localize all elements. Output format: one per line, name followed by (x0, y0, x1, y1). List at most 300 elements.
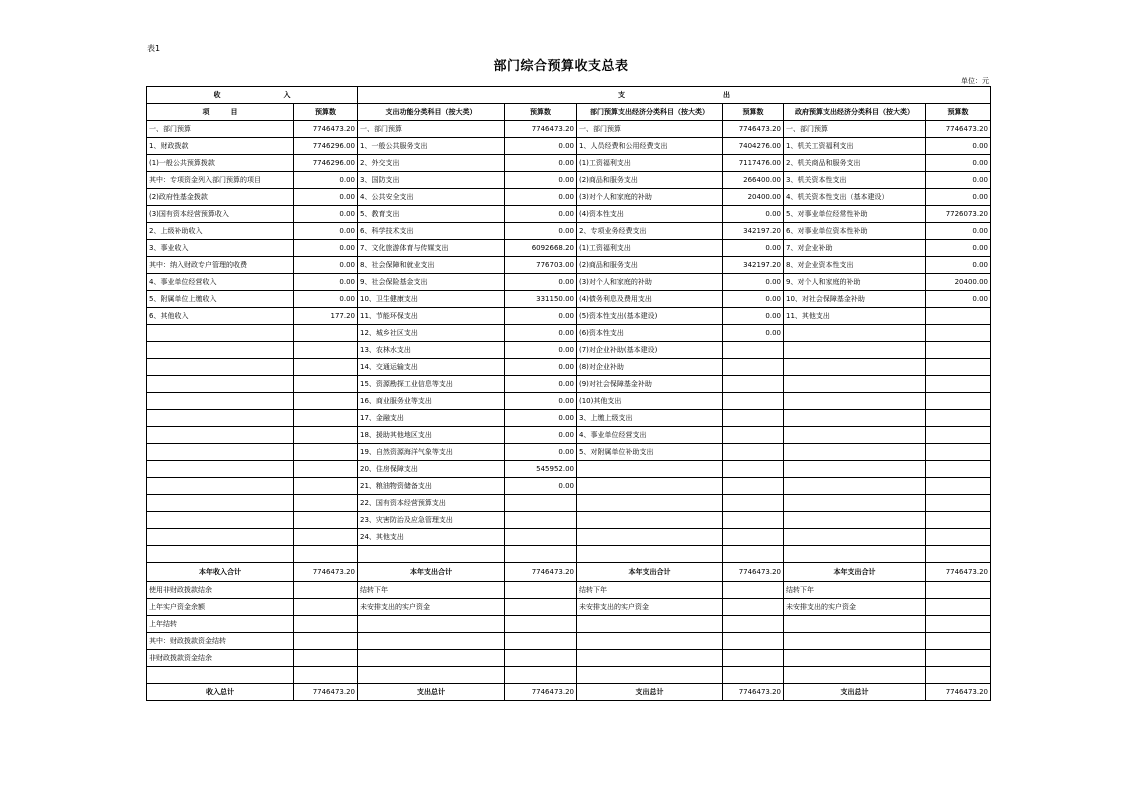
item-cell: 22、国有资本经营预算支出 (358, 495, 505, 512)
table-row (147, 633, 991, 650)
budget-cell (294, 599, 358, 616)
item-cell: 非财政拨款资金结余 (147, 650, 294, 667)
budget-cell (723, 546, 784, 563)
annual-income-total-label: 本年收入合计 (147, 563, 294, 582)
item-cell: 19、自然资源海洋气象等支出 (358, 444, 505, 461)
budget-cell (294, 529, 358, 546)
budget-cell (294, 512, 358, 529)
budget-cell (723, 582, 784, 599)
item-cell: 23、灾害防治及应急管理支出 (358, 512, 505, 529)
table-row (147, 325, 991, 342)
annual-income-total-value: 7746473.20 (294, 563, 358, 582)
budget-cell: 776703.00 (505, 257, 577, 274)
budget-cell (723, 376, 784, 393)
table-row (147, 308, 991, 325)
expense-group-header: 支 出 (358, 87, 991, 104)
budget-cell: 0.00 (723, 206, 784, 223)
budget-cell (926, 410, 991, 427)
budget-cell (926, 308, 991, 325)
item-cell: 其中：财政拨款资金结转 (147, 633, 294, 650)
budget-cell: 0.00 (505, 308, 577, 325)
item-cell (358, 546, 505, 563)
table-rows (147, 121, 991, 563)
item-cell: 4、事业单位经营支出 (577, 427, 723, 444)
budget-cell (294, 495, 358, 512)
grand-dept-total-value: 7746473.20 (723, 684, 784, 701)
budget-cell (723, 478, 784, 495)
budget-cell (294, 342, 358, 359)
header-row-group (147, 87, 991, 104)
item-cell: 13、农林水支出 (358, 342, 505, 359)
budget-cell (723, 461, 784, 478)
budget-cell: 6092668.20 (505, 240, 577, 257)
budget-cell: 0.00 (505, 223, 577, 240)
item-cell (147, 529, 294, 546)
budget-cell (723, 495, 784, 512)
item-cell (784, 376, 926, 393)
item-cell (147, 495, 294, 512)
item-cell (147, 342, 294, 359)
budget-cell: 0.00 (505, 325, 577, 342)
item-cell: (1)工资福利支出 (577, 240, 723, 257)
item-cell: 上年结转 (147, 616, 294, 633)
item-cell: 5、附属单位上缴收入 (147, 291, 294, 308)
budget-cell (294, 376, 358, 393)
item-cell: 2、外交支出 (358, 155, 505, 172)
table-row (147, 529, 991, 546)
item-cell: 一、部门预算 (577, 121, 723, 138)
item-cell (147, 410, 294, 427)
item-cell: 21、粮油物资储备支出 (358, 478, 505, 495)
item-cell: 7、文化旅游体育与传媒支出 (358, 240, 505, 257)
item-cell: 1、机关工资福利支出 (784, 138, 926, 155)
budget-cell: 20400.00 (926, 274, 991, 291)
item-cell (577, 616, 723, 633)
table-row (147, 495, 991, 512)
item-cell: (7)对企业补助(基本建设) (577, 342, 723, 359)
item-cell (784, 359, 926, 376)
item-cell: 2、专项业务经费支出 (577, 223, 723, 240)
grand-income-total-label: 收入总计 (147, 684, 294, 701)
item-cell: (2)政府性基金拨款 (147, 189, 294, 206)
budget-cell (294, 667, 358, 684)
header-row-columns (147, 104, 991, 121)
item-cell (577, 495, 723, 512)
budget-cell: 0.00 (294, 240, 358, 257)
budget-cell: 0.00 (723, 291, 784, 308)
budget-cell: 177.20 (294, 308, 358, 325)
budget-cell (505, 650, 577, 667)
budget-cell (926, 376, 991, 393)
item-cell (784, 529, 926, 546)
item-cell (147, 444, 294, 461)
func-class-column-header: 支出功能分类科目（按大类） (358, 104, 505, 121)
table-row (147, 667, 991, 684)
budget-cell (926, 495, 991, 512)
budget-cell (926, 461, 991, 478)
item-cell: 15、资源勘探工业信息等支出 (358, 376, 505, 393)
gov-econ-column-header: 政府预算支出经济分类科目（按大类） (784, 104, 926, 121)
item-cell (784, 650, 926, 667)
table-row (147, 582, 991, 599)
budget-cell: 0.00 (505, 410, 577, 427)
item-cell: 11、节能环保支出 (358, 308, 505, 325)
item-cell: 未安排支出的实户资金 (784, 599, 926, 616)
budget-cell: 0.00 (505, 342, 577, 359)
budget-cell: 331150.00 (505, 291, 577, 308)
table-row (147, 393, 991, 410)
item-cell: 9、对个人和家庭的补助 (784, 274, 926, 291)
budget-cell (723, 342, 784, 359)
item-cell: 18、援助其他地区支出 (358, 427, 505, 444)
budget-cell: 0.00 (294, 172, 358, 189)
budget-cell (926, 616, 991, 633)
item-cell: (3)对个人和家庭的补助 (577, 274, 723, 291)
item-cell (147, 427, 294, 444)
item-cell (577, 546, 723, 563)
annual-total-row (147, 563, 991, 582)
budget-cell (723, 633, 784, 650)
item-cell (784, 616, 926, 633)
grand-expense-total-label: 支出总计 (358, 684, 505, 701)
budget-cell (926, 478, 991, 495)
budget-cell: 0.00 (505, 138, 577, 155)
item-cell (147, 461, 294, 478)
budget-cell: 7746473.20 (294, 121, 358, 138)
item-cell: 1、人员经费和公用经费支出 (577, 138, 723, 155)
budget-cell (505, 546, 577, 563)
item-cell: 3、事业收入 (147, 240, 294, 257)
item-cell: 5、对事业单位经常性补助 (784, 206, 926, 223)
budget-cell: 0.00 (926, 138, 991, 155)
budget-cell (505, 495, 577, 512)
budget-cell: 0.00 (723, 325, 784, 342)
budget-cell (723, 529, 784, 546)
item-cell (784, 667, 926, 684)
item-cell: 一、部门预算 (358, 121, 505, 138)
table-row (147, 291, 991, 308)
table-row (147, 274, 991, 291)
item-cell (784, 478, 926, 495)
item-cell (784, 633, 926, 650)
budget-cell: 0.00 (926, 189, 991, 206)
budget-cell: 7746296.00 (294, 138, 358, 155)
budget-cell: 0.00 (294, 189, 358, 206)
item-cell: (8)对企业补助 (577, 359, 723, 376)
table-row (147, 223, 991, 240)
budget-cell: 0.00 (294, 291, 358, 308)
budget-cell: 0.00 (723, 240, 784, 257)
budget-cell: 7746473.20 (505, 121, 577, 138)
item-cell: 8、社会保障和就业支出 (358, 257, 505, 274)
item-cell: 上年实户资金余额 (147, 599, 294, 616)
item-cell: 6、对事业单位资本性补助 (784, 223, 926, 240)
item-cell: 2、上级补助收入 (147, 223, 294, 240)
budget-cell (723, 393, 784, 410)
budget-cell: 0.00 (505, 155, 577, 172)
budget-cell: 0.00 (926, 240, 991, 257)
table-row (147, 189, 991, 206)
item-cell: (1)工资福利支出 (577, 155, 723, 172)
table-row (147, 616, 991, 633)
budget-cell (294, 410, 358, 427)
budget-cell: 342197.20 (723, 223, 784, 240)
item-cell: (10)其他支出 (577, 393, 723, 410)
budget-cell (723, 599, 784, 616)
item-cell: 5、教育支出 (358, 206, 505, 223)
grand-total-section (147, 684, 991, 701)
budget-cell (926, 342, 991, 359)
budget-cell: 0.00 (723, 308, 784, 325)
budget-cell (294, 393, 358, 410)
item-cell: 4、事业单位经营收入 (147, 274, 294, 291)
table-row (147, 121, 991, 138)
annual-gov-total-value: 7746473.20 (926, 563, 991, 582)
budget-column-header: 预算数 (505, 104, 577, 121)
table-row (147, 206, 991, 223)
grand-gov-total-value: 7746473.20 (926, 684, 991, 701)
item-cell (147, 478, 294, 495)
item-cell: 8、对企业资本性支出 (784, 257, 926, 274)
budget-cell: 0.00 (505, 393, 577, 410)
item-cell (358, 650, 505, 667)
budget-cell (294, 325, 358, 342)
budget-cell (926, 599, 991, 616)
annual-expense-total-label: 本年支出合计 (784, 563, 926, 582)
budget-cell: 0.00 (505, 427, 577, 444)
item-cell (147, 546, 294, 563)
item-cell: 16、商业服务业等支出 (358, 393, 505, 410)
budget-cell: 342197.20 (723, 257, 784, 274)
annual-total-section (147, 563, 991, 582)
budget-cell: 0.00 (505, 478, 577, 495)
item-cell: 17、金融支出 (358, 410, 505, 427)
budget-cell (294, 461, 358, 478)
budget-cell (723, 427, 784, 444)
budget-cell (926, 546, 991, 563)
item-cell: 结转下年 (358, 582, 505, 599)
budget-cell (723, 410, 784, 427)
item-cell: (4)资本性支出 (577, 206, 723, 223)
income-group-header: 收 入 (147, 87, 358, 104)
item-cell: 一、部门预算 (147, 121, 294, 138)
table-row (147, 444, 991, 461)
table-row (147, 359, 991, 376)
item-cell: 1、一般公共服务支出 (358, 138, 505, 155)
extra-rows (147, 582, 991, 684)
budget-cell: 0.00 (926, 223, 991, 240)
item-cell (147, 667, 294, 684)
budget-column-header: 预算数 (926, 104, 991, 121)
unit-label: 单位：元 (961, 77, 989, 85)
annual-func-total-value: 7746473.20 (505, 563, 577, 582)
budget-cell: 0.00 (505, 444, 577, 461)
budget-cell: 7117476.00 (723, 155, 784, 172)
item-cell: 6、科学技术支出 (358, 223, 505, 240)
item-cell: 10、卫生健康支出 (358, 291, 505, 308)
item-cell: 3、国防支出 (358, 172, 505, 189)
budget-cell (294, 359, 358, 376)
budget-cell: 0.00 (294, 257, 358, 274)
item-cell (577, 633, 723, 650)
budget-cell (505, 667, 577, 684)
item-cell: 4、机关资本性支出（基本建设） (784, 189, 926, 206)
item-cell (784, 512, 926, 529)
item-column-header: 项 目 (147, 104, 294, 121)
budget-cell: 7746473.20 (723, 121, 784, 138)
annual-expense-total-label: 本年支出合计 (577, 563, 723, 582)
item-cell: 2、机关商品和服务支出 (784, 155, 926, 172)
budget-cell (294, 633, 358, 650)
budget-cell: 0.00 (926, 172, 991, 189)
budget-cell (294, 427, 358, 444)
budget-summary-table (146, 86, 991, 701)
budget-cell: 0.00 (294, 274, 358, 291)
budget-cell: 7726073.20 (926, 206, 991, 223)
annual-expense-total-label: 本年支出合计 (358, 563, 505, 582)
budget-cell (723, 444, 784, 461)
budget-cell (505, 529, 577, 546)
item-cell: (3)国有资本经营预算收入 (147, 206, 294, 223)
budget-cell: 7746296.00 (294, 155, 358, 172)
table-row (147, 155, 991, 172)
budget-cell (294, 444, 358, 461)
item-cell: 4、公共安全支出 (358, 189, 505, 206)
item-cell (577, 650, 723, 667)
budget-cell (505, 633, 577, 650)
budget-column-header: 预算数 (723, 104, 784, 121)
table-row (147, 478, 991, 495)
item-cell (577, 667, 723, 684)
item-cell (577, 478, 723, 495)
table-row (147, 427, 991, 444)
budget-cell: 0.00 (926, 257, 991, 274)
item-cell: 7、对企业补助 (784, 240, 926, 257)
item-cell: 24、其他支出 (358, 529, 505, 546)
item-cell: (4)债务利息及费用支出 (577, 291, 723, 308)
budget-cell (926, 667, 991, 684)
grand-income-total-value: 7746473.20 (294, 684, 358, 701)
item-cell (577, 512, 723, 529)
item-cell (784, 461, 926, 478)
item-cell: (2)商品和服务支出 (577, 172, 723, 189)
budget-cell (926, 633, 991, 650)
item-cell (147, 325, 294, 342)
budget-cell: 0.00 (723, 274, 784, 291)
item-cell (147, 512, 294, 529)
item-cell: (6)资本性支出 (577, 325, 723, 342)
item-cell: 20、住房保障支出 (358, 461, 505, 478)
table-row (147, 342, 991, 359)
budget-cell (926, 359, 991, 376)
item-cell: 3、机关资本性支出 (784, 172, 926, 189)
budget-cell (505, 616, 577, 633)
budget-cell (926, 529, 991, 546)
item-cell: 10、对社会保障基金补助 (784, 291, 926, 308)
budget-cell: 7404276.00 (723, 138, 784, 155)
item-cell: (5)资本性支出(基本建设) (577, 308, 723, 325)
budget-cell (723, 616, 784, 633)
budget-cell (723, 359, 784, 376)
budget-cell (294, 546, 358, 563)
table-row (147, 650, 991, 667)
item-cell: 未安排支出的实户资金 (358, 599, 505, 616)
item-cell (577, 461, 723, 478)
table-row (147, 599, 991, 616)
budget-column-header: 预算数 (294, 104, 358, 121)
budget-cell: 7746473.20 (926, 121, 991, 138)
budget-cell: 20400.00 (723, 189, 784, 206)
table-row (147, 257, 991, 274)
item-cell: (3)对个人和家庭的补助 (577, 189, 723, 206)
item-cell: 使用非财政拨款结余 (147, 582, 294, 599)
item-cell: 3、上缴上级支出 (577, 410, 723, 427)
table-row (147, 512, 991, 529)
grand-total-row (147, 684, 991, 701)
budget-cell (926, 650, 991, 667)
item-cell (784, 342, 926, 359)
budget-cell: 0.00 (505, 376, 577, 393)
item-cell: 1、财政拨款 (147, 138, 294, 155)
budget-cell (505, 512, 577, 529)
page-title: 部门综合预算收支总表 (493, 59, 629, 74)
budget-cell (294, 478, 358, 495)
table-row (147, 546, 991, 563)
budget-cell (294, 582, 358, 599)
item-cell (784, 393, 926, 410)
item-cell: 其中：纳入财政专户管理的收费 (147, 257, 294, 274)
budget-cell: 0.00 (505, 274, 577, 291)
budget-cell (926, 582, 991, 599)
table-row (147, 410, 991, 427)
item-cell (784, 410, 926, 427)
item-cell: 5、对附属单位补助支出 (577, 444, 723, 461)
budget-cell (294, 616, 358, 633)
item-cell (147, 359, 294, 376)
budget-cell: 0.00 (505, 206, 577, 223)
budget-cell: 266400.00 (723, 172, 784, 189)
item-cell (577, 529, 723, 546)
budget-cell (505, 582, 577, 599)
item-cell: 一、部门预算 (784, 121, 926, 138)
table-row (147, 172, 991, 189)
budget-cell (926, 393, 991, 410)
item-cell: 其中：专项资金列入部门预算的项目 (147, 172, 294, 189)
table-row (147, 138, 991, 155)
item-cell (784, 495, 926, 512)
item-cell: 12、城乡社区支出 (358, 325, 505, 342)
annual-dept-total-value: 7746473.20 (723, 563, 784, 582)
item-cell: 未安排支出的实户资金 (577, 599, 723, 616)
budget-cell: 0.00 (294, 223, 358, 240)
item-cell (358, 633, 505, 650)
budget-cell: 545952.00 (505, 461, 577, 478)
item-cell: 结转下年 (784, 582, 926, 599)
budget-cell (723, 667, 784, 684)
budget-cell: 0.00 (294, 206, 358, 223)
item-cell (147, 376, 294, 393)
budget-cell: 0.00 (926, 291, 991, 308)
item-cell (784, 444, 926, 461)
grand-expense-total-label: 支出总计 (784, 684, 926, 701)
item-cell: 9、社会保险基金支出 (358, 274, 505, 291)
budget-cell: 0.00 (926, 155, 991, 172)
table-body (147, 87, 991, 121)
budget-cell (505, 599, 577, 616)
budget-cell (926, 427, 991, 444)
grand-expense-total-label: 支出总计 (577, 684, 723, 701)
item-cell (147, 393, 294, 410)
